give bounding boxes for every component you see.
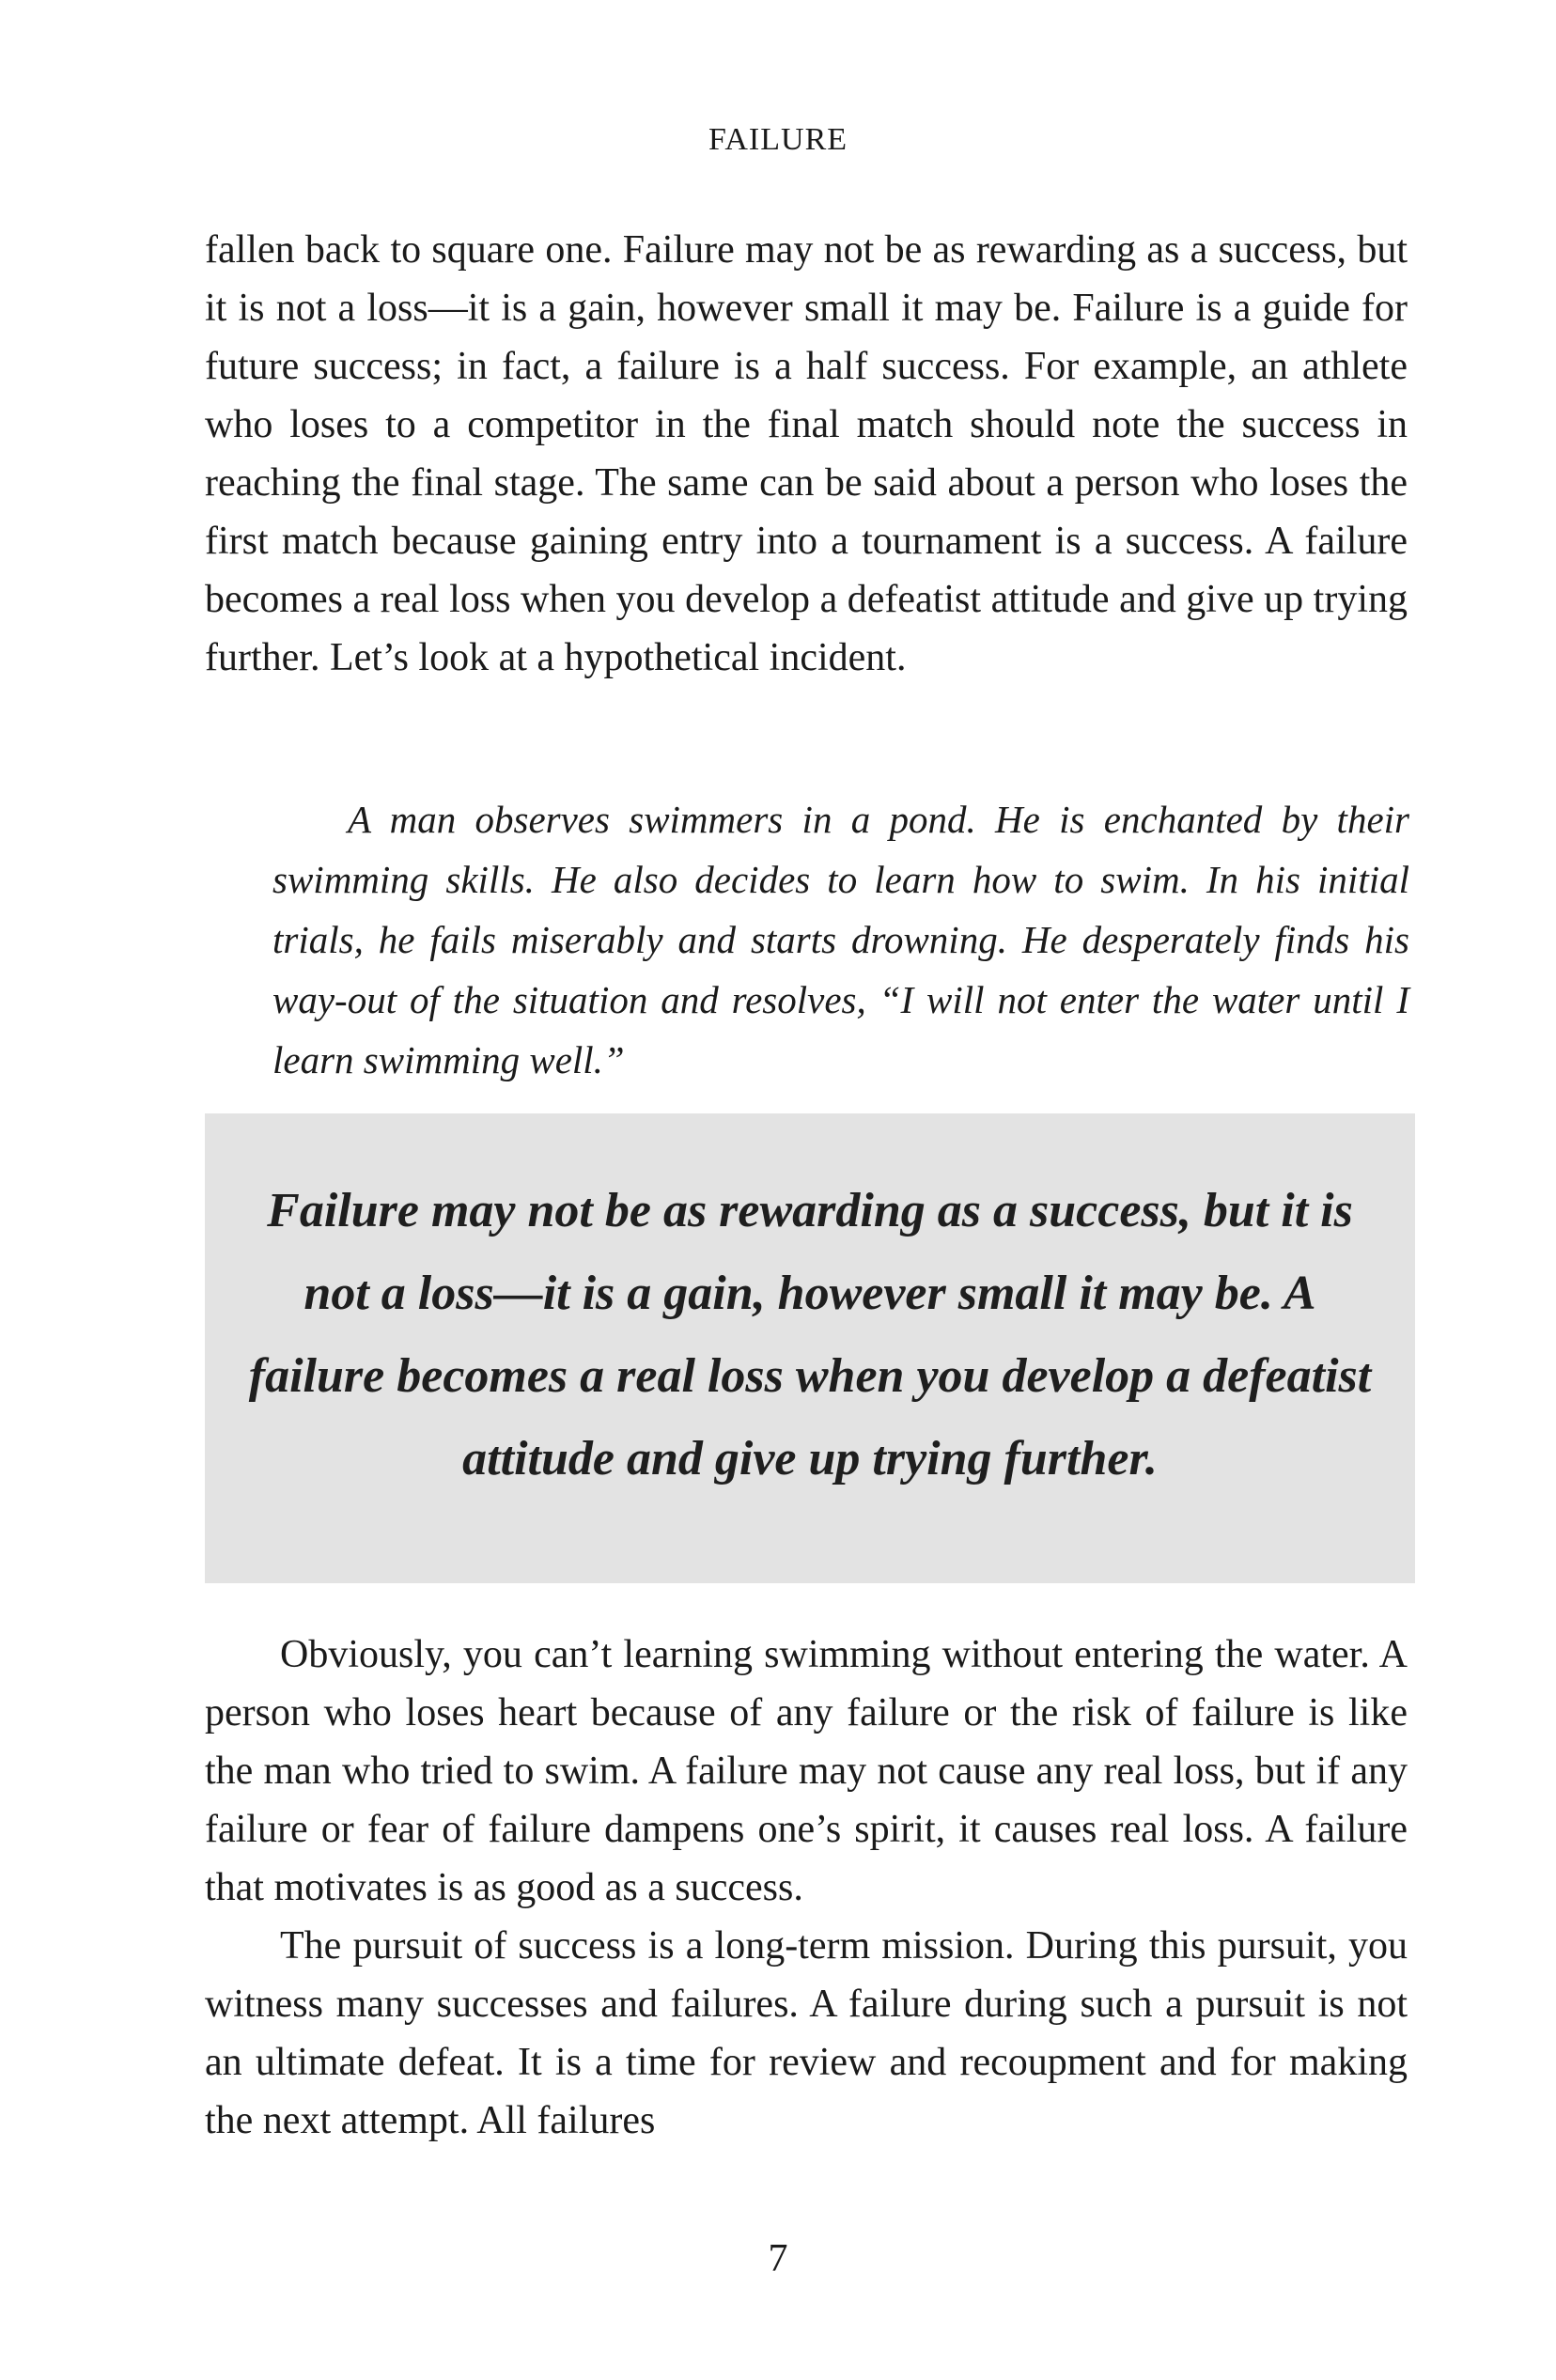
pull-quote-box	[205, 1113, 1415, 1583]
page-number: 7	[768, 2237, 788, 2280]
paragraph-3: The pursuit of success is a long-term mission. During this pursuit, you witness many successes and failures. A failure during such a pursuit is not an ultimate defeat. It is a time for review and recoupment and for making the next attempt. All failures	[205, 1924, 1408, 2142]
paragraph-2: Obviously, you can’t learning swimming without entering the water. A person who loses heart because of any failure or the risk of failure is like the man who tried to swim. A failure may not cause any real loss, but if any failure or fear of failure dampens one’s spirit, it causes real loss. A failure that motivates is as good as a success.	[205, 1633, 1408, 1909]
body-text-bottom	[205, 1626, 1408, 2150]
story-italic-paragraph: A man observes swimmers in a pond. He is enchanted by their swimming skills. He also decides to learn how to swim. In his initial trials, he fails miserably and starts drowning. He desperately finds his way-out of the situation and resolves, “I will not enter the water until I learn swimming well.”	[272, 798, 1409, 1081]
pull-quote-text: Failure may not be as rewarding as a success, but it is not a loss—it is a gain, however small it may be. A failure becomes a real loss when you develop a defeatist attitude and give up trying further.	[248, 1184, 1372, 1486]
paragraph-1: fallen back to square one. Failure may not be as rewarding as a success, but it is not a loss—it is a gain, however small it may be. Failure is a guide for future success; in fact, a failure is a half success. For example, an athlete who loses to a competitor in the final match should note the success in reaching the final stage. The same can be said about a person who loses the first match because gaining entry into a tournament is a success. A failure becomes a real loss when you develop a defeatist attitude and give up trying further. Let’s look at a hypothetical incident.	[205, 228, 1408, 679]
body-text-top	[205, 221, 1408, 687]
running-head: FAILURE	[708, 122, 848, 157]
